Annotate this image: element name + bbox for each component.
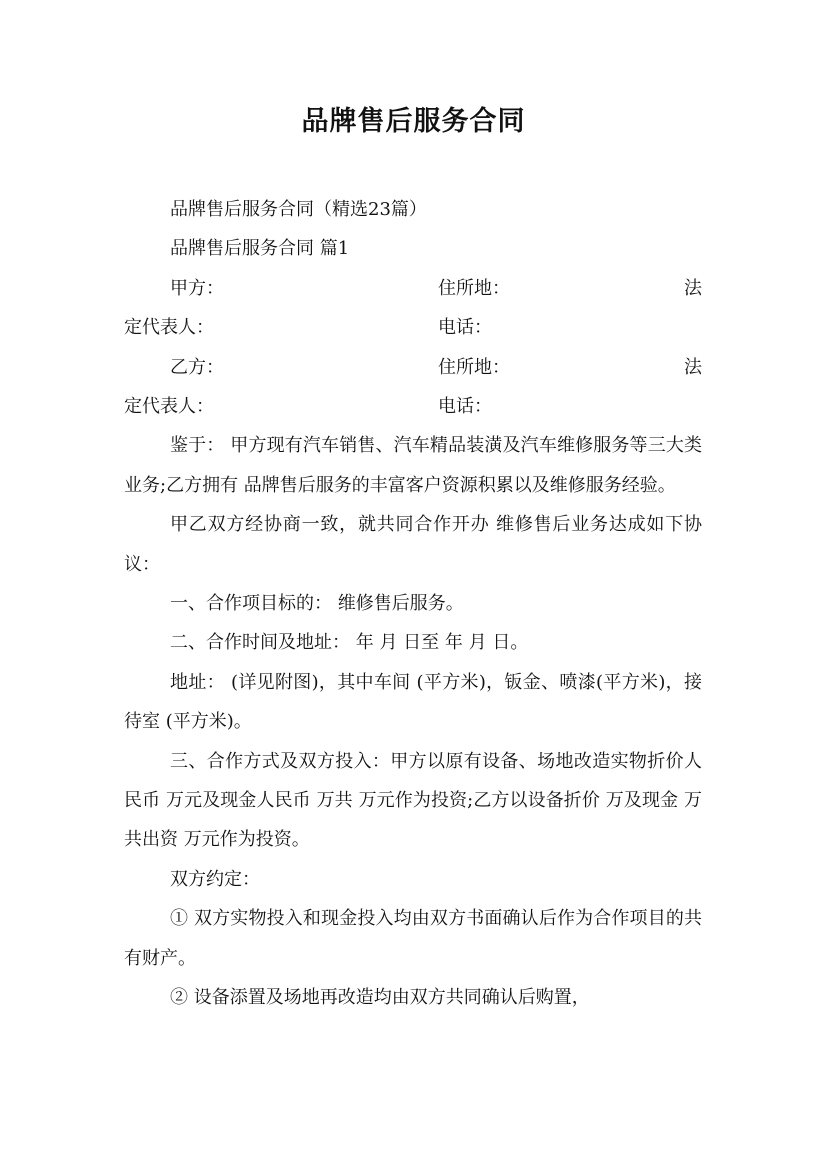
party-a-row [124, 269, 702, 308]
party-a-phone-label: 电话： [438, 317, 492, 339]
party-b-legal-prefix: 法 [684, 356, 702, 378]
clause-cooperation: 三、合作方式及双方投入：甲方以原有设备、场地改造实物折价人民币 万元及现金人民币 万共 万元作为投资;乙方以设备折价 万及现金 万共出资 万元作为投资。 [124, 750, 702, 851]
party-b-legal-row [124, 387, 702, 426]
clause-mutual-terms: 双方约定： [170, 868, 260, 890]
clause-time-location: 二、合作时间及地址： 年 月 日至 年 月 日。 [170, 632, 529, 654]
paragraph-whereas: 鉴于： 甲方现有汽车销售、汽车精品装潢及汽车维修服务等三大类业务;乙方拥有 品牌售后服务的丰富客户资源积累以及维修服务经验。 [124, 435, 702, 496]
term-item: ② 设备添置及场地再改造均由双方共同确认后购置， [170, 987, 590, 1009]
party-a-legal-prefix: 法 [684, 277, 702, 299]
party-a-legal-row [124, 308, 702, 347]
paragraph-agreement: 甲乙双方经协商一致，就共同合作开办 维修售后业务达成如下协议： [124, 514, 702, 575]
document-title: 品牌售后服务合同 [301, 106, 526, 137]
party-a-label: 甲方： [170, 277, 224, 299]
clause-address: 地址： (详见附图)，其中车间 (平方米)，钣金、喷漆(平方米)，接待室 (平方米)。 [124, 671, 702, 733]
party-b-legal-label: 定代表人： [124, 395, 214, 417]
intro-line: 品牌售后服务合同（精选23篇） [170, 199, 427, 220]
term-item: ① 双方实物投入和现金投入均由双方书面确认后作为合作项目的共有财产。 [124, 908, 702, 969]
party-b-row [124, 348, 702, 387]
document-body [124, 190, 702, 1017]
party-b-phone-label: 电话： [438, 395, 492, 417]
party-b-address-label: 住所地： [438, 356, 510, 378]
party-a-address-label: 住所地： [438, 277, 510, 299]
party-b-label: 乙方： [170, 356, 224, 378]
intro-line: 品牌售后服务合同 篇1 [170, 238, 350, 260]
party-a-legal-label: 定代表人： [124, 317, 214, 339]
clause-project: 一、合作项目标的： 维修售后服务。 [170, 593, 464, 614]
